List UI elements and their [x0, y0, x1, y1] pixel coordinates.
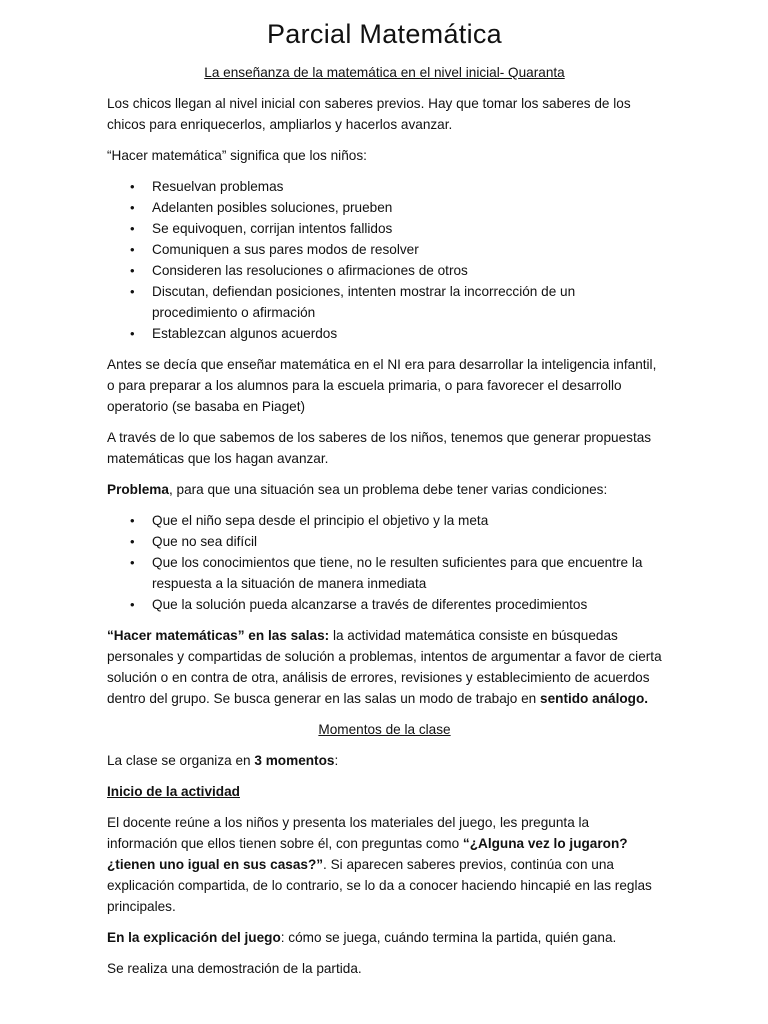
document-subtitle: La enseñanza de la matemática en el nivel inicial- Quaranta [204, 65, 565, 80]
bullet-icon: • [130, 284, 135, 299]
bullet-icon: • [130, 200, 135, 215]
list-item [130, 260, 662, 281]
list-item [130, 197, 662, 218]
bullet-icon: • [130, 555, 135, 570]
salas-text: la actividad matemática consiste en búsquedas personales y compartidas de solución a problemas, intentos de argumentar a favor de cierta solución o en contra de otra, análisis de errores, revisiones y establecimiento de acuerdos dentro del grupo. Se busca generar en las salas un modo de trabajo en [107, 628, 662, 706]
hacer-list [107, 176, 662, 344]
list-item [130, 552, 662, 594]
list-item-text: Que no sea difícil [152, 534, 258, 549]
problema-list [107, 510, 662, 615]
hacer-intro-paragraph: “Hacer matemática” significa que los niños: [107, 148, 367, 163]
bullet-icon: • [130, 597, 135, 612]
problema-term: Problema [107, 482, 169, 497]
list-item [130, 323, 662, 344]
bullet-icon: • [130, 221, 135, 236]
momentos-heading: Momentos de la clase [318, 722, 451, 737]
demostracion-paragraph: Se realiza una demostración de la partida. [107, 961, 362, 976]
momentos-intro-before: La clase se organiza en [107, 753, 255, 768]
inicio-before: El docente reúne a los niños y presenta los materiales del juego, les pregunta la información que ellos tienen sobre él, con preguntas como [107, 815, 590, 851]
problema-text: , para que una situación sea un problema debe tener varias condiciones: [168, 482, 608, 497]
list-item-text: Se equivoquen, corrijan intentos fallidos [152, 221, 393, 236]
salas-emphasis: sentido análogo. [540, 691, 649, 706]
momentos-intro-paragraph [107, 750, 662, 771]
bullet-icon: • [130, 179, 135, 194]
bullet-icon: • [130, 513, 135, 528]
explicacion-paragraph [107, 927, 662, 948]
salas-term: “Hacer matemáticas” en las salas: [107, 628, 330, 643]
inicio-questions: “¿Alguna vez lo jugaron? ¿tienen uno igual en sus casas?” [107, 836, 628, 872]
explicacion-term: En la explicación del juego [107, 930, 281, 945]
list-item [130, 218, 662, 239]
momentos-intro-bold: 3 momentos [254, 753, 335, 768]
list-item-text: Comuniquen a sus pares modos de resolver [152, 242, 419, 257]
list-item [130, 594, 662, 615]
salas-paragraph [107, 625, 662, 709]
bullet-icon: • [130, 326, 135, 341]
page-title: Parcial Matemática [267, 19, 502, 49]
list-item-text: Discutan, defiendan posiciones, intenten mostrar la incorrección de un procedimiento o afirmación [152, 284, 576, 320]
list-item [130, 281, 662, 323]
list-item-text: Adelanten posibles soluciones, prueben [152, 200, 393, 215]
explicacion-text: : cómo se juega, cuándo termina la partida, quién gana. [280, 930, 617, 945]
bullet-icon: • [130, 534, 135, 549]
list-item [130, 510, 662, 531]
list-item-text: Resuelvan problemas [152, 179, 284, 194]
inicio-heading: Inicio de la actividad [107, 784, 240, 799]
bullet-icon: • [130, 263, 135, 278]
list-item [130, 176, 662, 197]
list-item-text: Que la solución pueda alcanzarse a través de diferentes procedimientos [152, 597, 588, 612]
inicio-after: . Si aparecen saberes previos, continúa con una explicación compartida, de lo contrario, se lo da a conocer haciendo hincapié en las reglas principales. [107, 857, 652, 914]
list-item [130, 239, 662, 260]
list-item-text: Consideren las resoluciones o afirmaciones de otros [152, 263, 468, 278]
list-item-text: Que el niño sepa desde el principio el objetivo y la meta [152, 513, 489, 528]
list-item [130, 531, 662, 552]
list-item-text: Establezcan algunos acuerdos [152, 326, 338, 341]
traves-paragraph: A través de lo que sabemos de los saberes de los niños, tenemos que generar propuestas matemáticas que los hagan avanzar. [107, 430, 652, 466]
momentos-intro-after: : [334, 753, 339, 768]
problema-paragraph [107, 479, 662, 500]
antes-paragraph: Antes se decía que enseñar matemática en el NI era para desarrollar la inteligencia infantil, o para preparar a los alumnos para la escuela primaria, o para favorecer el desarrollo operatorio (se basaba en Piaget) [107, 357, 657, 414]
document-body [107, 14, 662, 989]
intro-paragraph: Los chicos llegan al nivel inicial con saberes previos. Hay que tomar los saberes de los chicos para enriquecerlos, ampliarlos y hacerlos avanzar. [107, 96, 631, 132]
inicio-paragraph [107, 812, 662, 917]
list-item-text: Que los conocimientos que tiene, no le resulten suficientes para que encuentre la respuesta a la situación de manera inmediata [152, 555, 643, 591]
bullet-icon: • [130, 242, 135, 257]
